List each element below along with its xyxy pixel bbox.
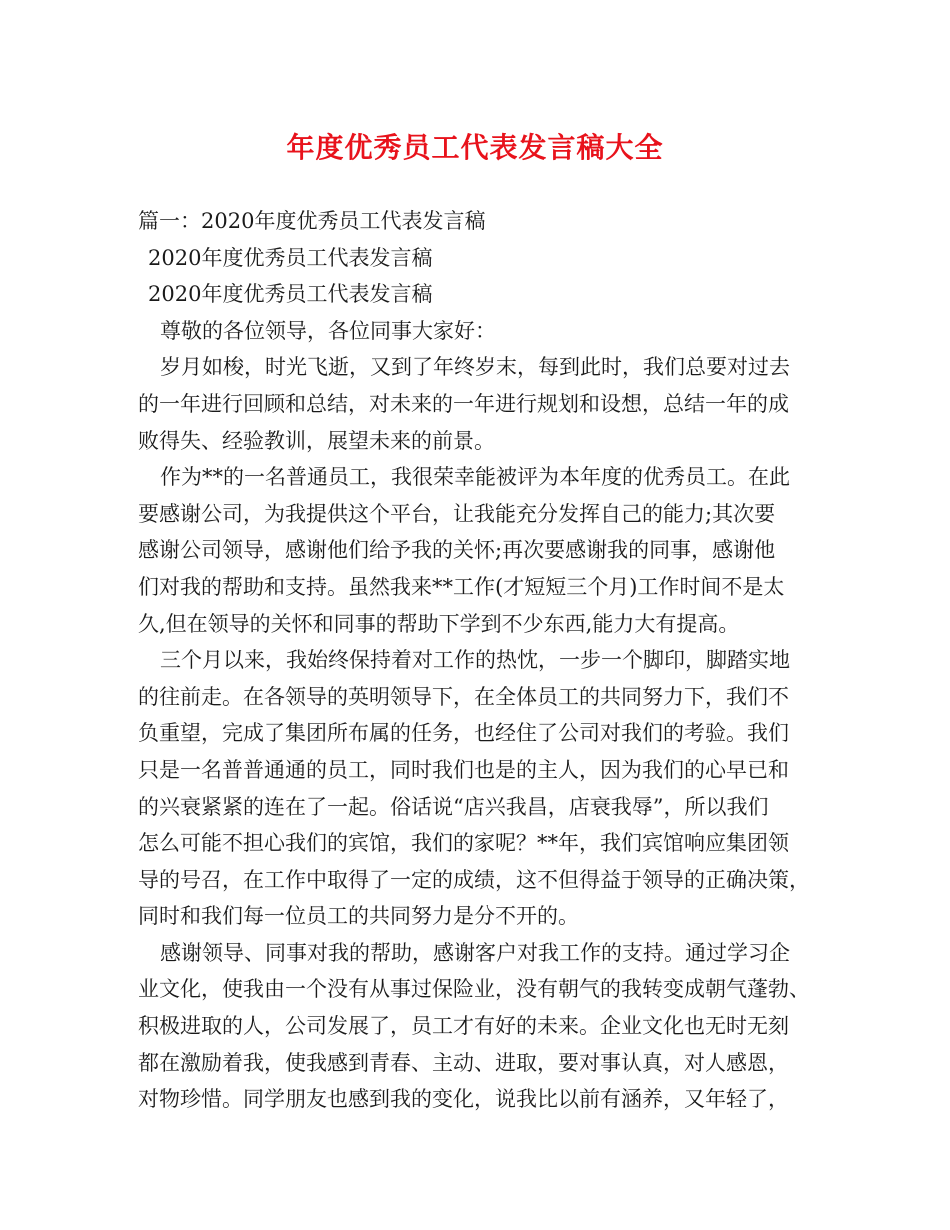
paragraph-line: 三个月以来，我始终保持着对工作的热忱，一步一个脚印，脚踏实地 [160, 648, 790, 673]
salutation: 尊敬的各位领导，各位同事大家好： [160, 318, 496, 343]
paragraph-line: 感谢公司领导，感谢他们给予我的关怀;再次要感谢我的同事，感谢他 [138, 538, 776, 563]
paragraph-line: 的一年进行回顾和总结，对未来的一年进行规划和设想，总结一年的成 [138, 391, 789, 416]
paragraph-line: 久,但在领导的关怀和同事的帮助下学到不少东西,能力大有提高。 [138, 611, 740, 636]
paragraph-line: 怎么可能不担心我们的宾馆，我们的家呢？**年，我们宾馆响应集团领 [138, 831, 789, 856]
paragraph-line: 积极进取的人，公司发展了，员工才有好的未来。企业文化也无时无刻 [138, 1014, 789, 1039]
paragraph-line: 作为**的一名普通员工，我很荣幸能被评为本年度的优秀员工。在此 [160, 465, 790, 490]
paragraph-line: 的往前走。在各领导的英明领导下，在全体员工的共同努力下，我们不 [138, 684, 789, 709]
paragraph-line: 对物珍惜。同学朋友也感到我的变化，说我比以前有涵养，又年轻了， [138, 1087, 789, 1112]
paragraph-line: 导的号召，在工作中取得了一定的成绩，这不但得益于领导的正确决策， [138, 867, 810, 892]
paragraph-line: 都在激励着我，使我感到青春、主动、进取，要对事认真，对人感恩， [138, 1050, 789, 1075]
subtitle-line: 2020年度优秀员工代表发言稿 [148, 282, 433, 307]
paragraph-line: 的兴衰紧紧的连在了一起。俗话说“店兴我昌，店衰我辱”，所以我们 [138, 794, 769, 819]
paragraph-line: 只是一名普普通通的员工，同时我们也是的主人，因为我们的心早已和 [138, 757, 789, 782]
paragraph-line: 岁月如梭，时光飞逝，又到了年终岁末，每到此时，我们总要对过去 [160, 355, 790, 380]
paragraph-line: 业文化，使我由一个没有从事过保险业，没有朝气的我转变成朝气蓬勃、 [138, 977, 810, 1002]
paragraph-line: 负重望，完成了集团所布属的任务，也经住了公司对我们的考验。我们 [138, 721, 789, 746]
subtitle-line: 2020年度优秀员工代表发言稿 [148, 245, 433, 270]
document-body [138, 203, 818, 1118]
paragraph-line: 要感谢公司，为我提供这个平台，让我能充分发挥自己的能力;其次要 [138, 501, 776, 526]
section-heading: 篇一：2020年度优秀员工代表发言稿 [138, 209, 486, 233]
paragraph-line: 同时和我们每一位员工的共同努力是分不开的。 [138, 904, 579, 929]
paragraph-line: 感谢领导、同事对我的帮助，感谢客户对我工作的支持。通过学习企 [160, 940, 790, 965]
document-title: 年度优秀员工代表发言稿大全 [286, 131, 664, 164]
paragraph-line: 们对我的帮助和支持。虽然我来**工作(才短短三个月)工作时间不是太 [138, 574, 785, 599]
paragraph-line: 败得失、经验教训，展望未来的前景。 [138, 428, 495, 453]
